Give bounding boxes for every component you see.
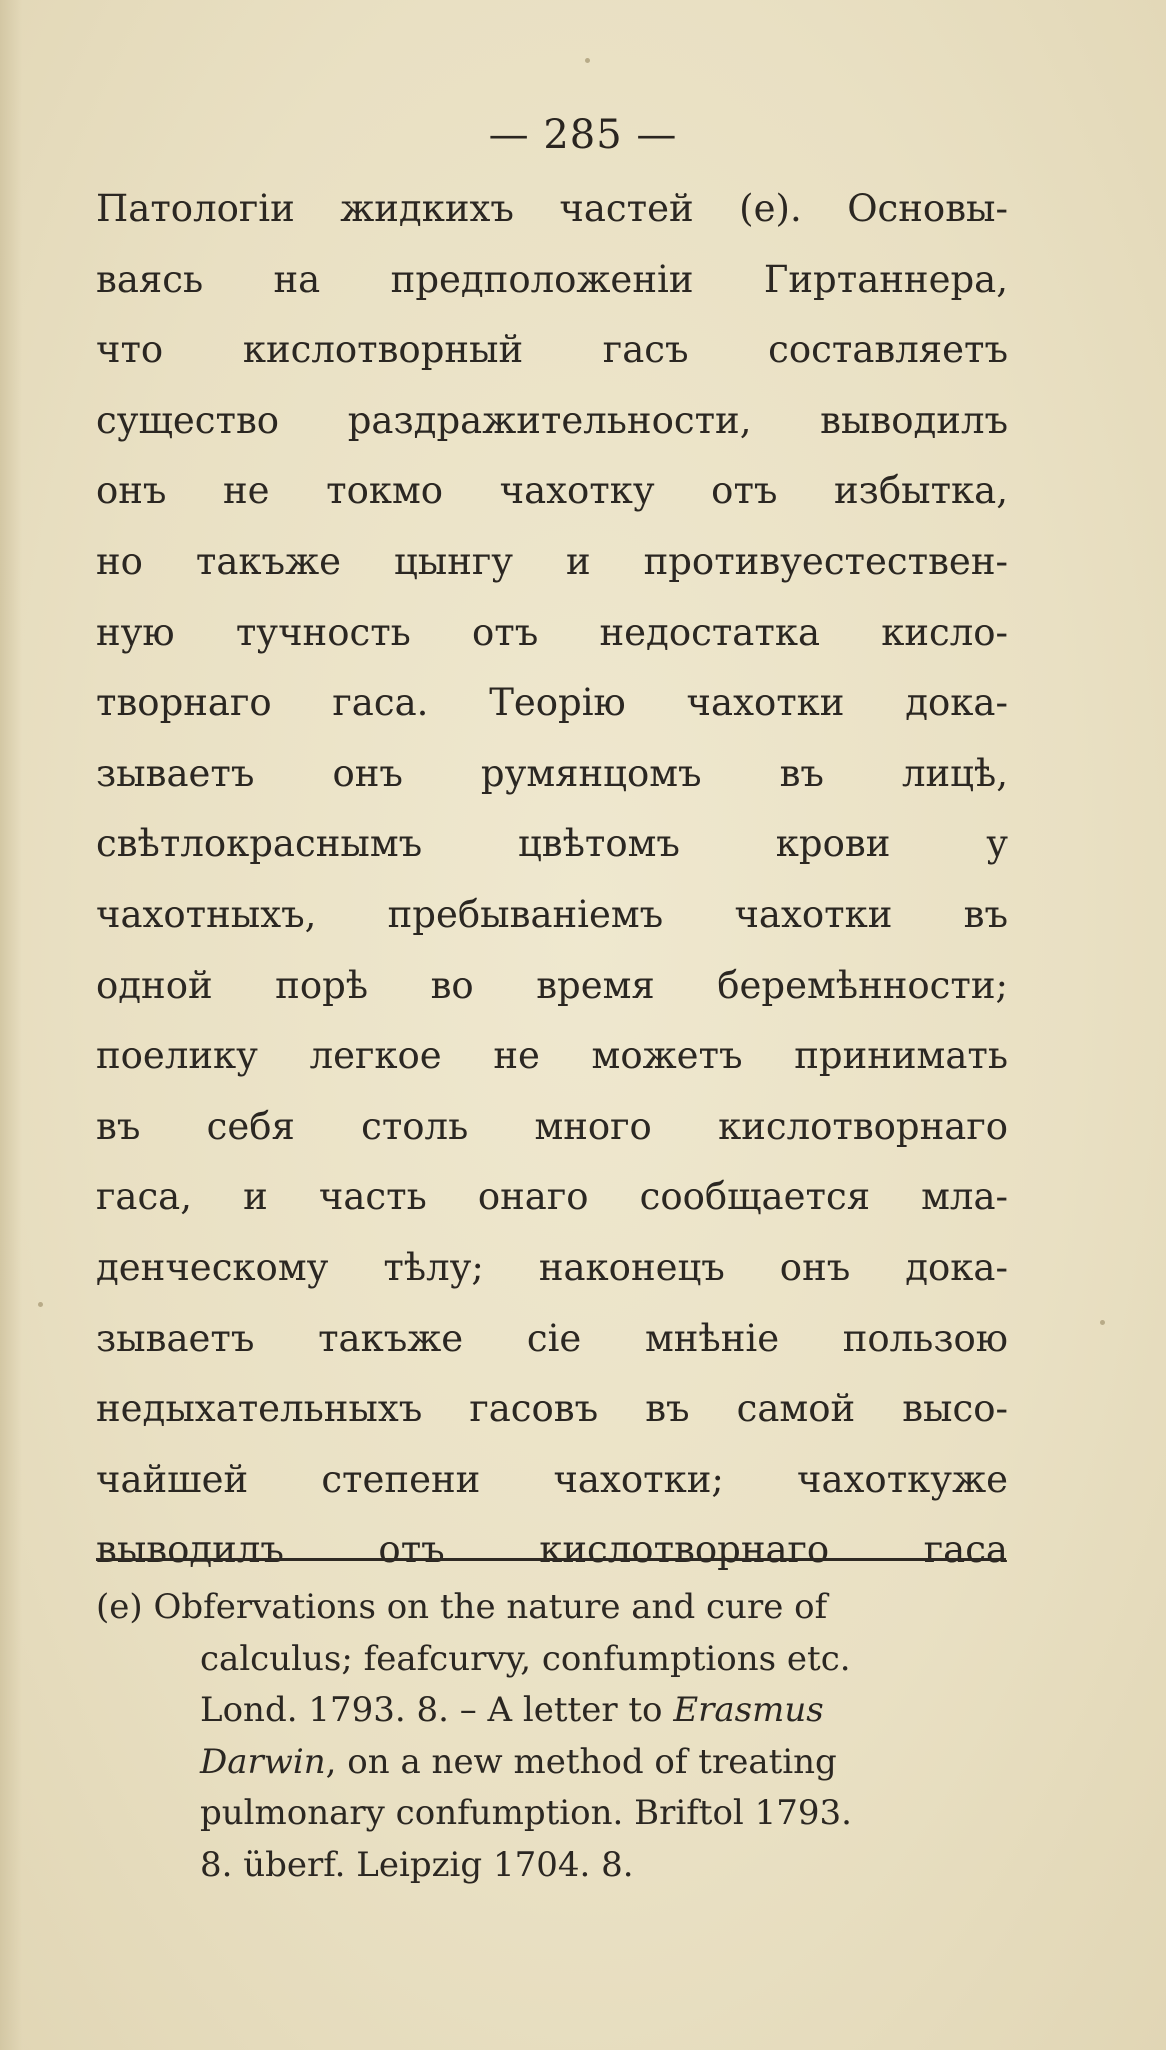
footnote-line: calculus; feafcurvy, confumptions etc.	[200, 1638, 851, 1679]
text-line: чахотныхъ, пребываніемъ чахотки въ	[96, 892, 1008, 936]
text-line: чайшей степени чахотки; чахоткуже	[96, 1457, 1008, 1501]
text-line: поелику легкое не можетъ принимать	[96, 1034, 1008, 1078]
page-binding-shadow	[0, 0, 22, 2050]
text-line: существо раздражительности, выводилъ	[96, 398, 1008, 442]
footnote-text: , on a new method of treating	[325, 1741, 837, 1782]
paper-speck	[585, 58, 590, 63]
text-line: ную тучность отъ недостатка кисло-	[96, 610, 1008, 654]
text-line: зываетъ такъже сіе мнѣніе пользою	[96, 1316, 1008, 1360]
text-line: зываетъ онъ румянцомъ въ лицѣ,	[96, 751, 1008, 795]
footnote-text: Lond. 1793. 8. – A letter to	[200, 1690, 674, 1730]
page-number: — 285 —	[488, 112, 678, 158]
footnote-line: 8. überf. Leipzig 1704. 8.	[200, 1844, 634, 1885]
footnote-mark: (e)	[96, 1587, 143, 1627]
text-line: Патологіи жидкихъ частей (е). Основы-	[96, 187, 1008, 230]
footnote-italic-name: Darwin	[200, 1741, 326, 1782]
footnote-line	[96, 1582, 1016, 1634]
text-line: что кислотворный гасъ составляетъ	[96, 328, 1008, 372]
text-line: въ себя столь много кислотворнаго	[96, 1104, 1008, 1148]
text-line: гаса, и часть онаго сообщается мла-	[96, 1175, 1008, 1219]
text-line: но такъже цынгу и противуестествен-	[96, 539, 1008, 583]
text-line: денческому тѣлу; наконецъ онъ дока-	[96, 1245, 1008, 1289]
footnote-divider	[96, 1558, 1006, 1561]
main-text	[96, 174, 1008, 1586]
text-line: творнаго гаса. Теорію чахотки дока-	[96, 681, 1008, 725]
paper-speck	[1100, 1320, 1105, 1325]
text-line: выводилъ отъ кислотворнаго гаса	[96, 1528, 1008, 1572]
footnote-italic-name: Erasmus	[673, 1690, 824, 1730]
footnote-line: pulmonary confumption. Briftol 1793.	[200, 1793, 852, 1833]
footnote-text: Obfervations on the nature and cure of	[153, 1587, 828, 1627]
footnote-line	[96, 1685, 1016, 1737]
text-line: онъ не токмо чахотку отъ избытка,	[96, 469, 1008, 513]
text-line: ваясь на предположеніи Гиртаннера,	[96, 257, 1008, 301]
paper-speck	[38, 1302, 43, 1307]
text-line: недыхательныхъ гасовъ въ самой высо-	[96, 1387, 1008, 1431]
text-line: одной порѣ во время беремѣнности;	[96, 963, 1008, 1007]
text-line: свѣтлокраснымъ цвѣтомъ крови у	[96, 822, 1008, 866]
footnote-line	[96, 1737, 1016, 1789]
footnote	[96, 1582, 1016, 1891]
